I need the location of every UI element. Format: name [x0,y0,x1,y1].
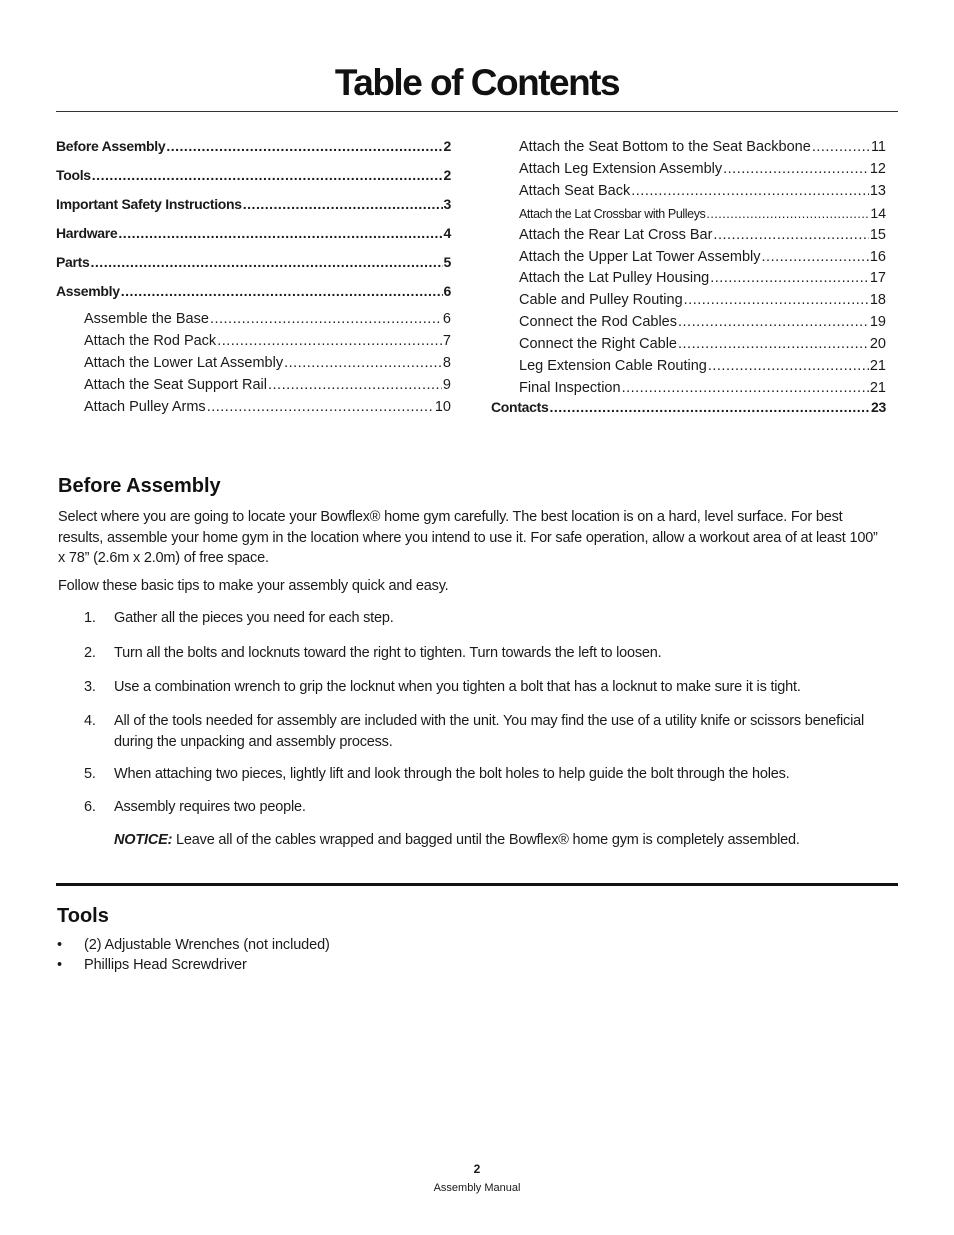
toc-entry-label: Hardware [56,225,118,241]
toc-dot-leader [678,336,869,352]
toc-entry-page: 9 [442,377,451,393]
bullet-icon: • [57,957,62,973]
toc-entry-page: 2 [443,138,451,154]
toc-dot-leader [622,380,869,396]
toc-entry [56,225,451,241]
toc-dot-leader [713,227,868,243]
toc-dot-leader [121,283,443,299]
notice-label: NOTICE: [114,832,173,848]
toc-entry-page: 14 [870,204,886,221]
toc-dot-leader [678,314,869,330]
notice [114,832,800,848]
section-heading-tools: Tools [57,905,109,927]
toc-entry-label: Attach the Rear Lat Cross Bar [519,226,713,243]
toc-dot-leader [207,399,434,415]
toc-entry [84,311,451,327]
list-text: Turn all the bolts and locknuts toward the right to tighten. Turn towards the left to loosen. [114,645,662,661]
toc-entry [519,161,886,177]
toc-entry-page: 2 [443,167,451,183]
page-title: Table of Contents [334,62,620,103]
toc-dot-leader [550,399,871,415]
toc-entry-page: 20 [869,336,886,353]
toc-entry-label: Assemble the Base [84,311,209,327]
toc-entry [84,377,451,393]
toc-entry [519,249,886,265]
toc-entry [519,292,886,308]
list-number: 3. [84,679,96,695]
toc-entry-label: Attach Pulley Arms [84,399,206,415]
toc-entry [519,139,886,155]
toc-entry-page: 13 [869,182,886,199]
toc-dot-leader [284,355,442,371]
toc-entry-label: Cable and Pulley Routing [519,292,683,309]
toc-entry-page: 7 [442,333,451,349]
list-number: 4. [84,713,96,729]
section-divider [56,883,898,886]
toc-entry [519,183,886,199]
tips-intro: Follow these basic tips to make your assembly quick and easy. [58,578,449,594]
toc-entry [519,358,886,374]
tool-label: Phillips Head Screwdriver [84,957,247,973]
title-divider [56,111,898,112]
toc-entry [519,227,886,243]
toc-dot-leader [243,196,443,212]
toc-entry-label: Assembly [56,283,120,299]
toc-dot-leader [268,377,442,393]
list-text: Gather all the pieces you need for each step. [114,610,394,626]
bullet-icon: • [57,937,62,953]
toc-entry-page: 16 [869,248,886,265]
page-number: 2 [473,1162,481,1176]
toc-dot-leader [706,207,869,221]
toc-entry [56,283,451,299]
toc-entry [519,380,886,396]
toc-entry-label: Before Assembly [56,138,166,154]
toc-entry [56,254,451,270]
toc-entry-page: 6 [442,311,451,327]
toc-entry-page: 19 [869,314,886,331]
toc-entry-page: 18 [869,292,886,309]
toc-dot-leader [217,333,442,349]
tool-label: (2) Adjustable Wrenches (not included) [84,937,330,953]
toc-entry [84,355,451,371]
toc-entry-page: 12 [869,160,886,177]
toc-entry [56,196,451,212]
toc-entry-page: 4 [443,225,451,241]
toc-dot-leader [762,249,869,265]
toc-dot-leader [631,183,869,199]
toc-entry-page: 23 [871,399,886,415]
list-text: Assembly requires two people. [114,799,306,815]
toc-entry [519,270,886,286]
toc-entry-label: Attach the Seat Bottom to the Seat Backbone [519,139,811,155]
toc-entry-page: 10 [434,399,451,415]
list-text: Use a combination wrench to grip the locknut when you tighten a bolt that has a locknut to make sure it is tight. [114,679,801,695]
toc-entry [84,399,451,415]
toc-entry-page: 8 [442,355,451,371]
toc-entry-label: Attach the Seat Support Rail [84,377,267,393]
list-number: 1. [84,610,96,626]
toc-entry-label: Attach Leg Extension Assembly [519,160,723,177]
toc-entry-label: Contacts [491,399,549,415]
list-number: 5. [84,766,96,782]
list-text: All of the tools needed for assembly are included with the unit. You may find the use of a utility knife or scissors beneficial during the unpacking and assembly process. [114,713,864,750]
toc-entry-page: 3 [443,196,451,212]
toc-entry-label: Parts [56,254,90,270]
toc-entry [84,333,451,349]
toc-entry-label: Leg Extension Cable Routing [519,358,707,374]
toc-entry-label: Tools [56,167,91,183]
toc-dot-leader [166,138,442,154]
toc-entry-label: Attach Seat Back [519,182,631,199]
toc-dot-leader [92,167,443,183]
footer-text: Assembly Manual [433,1182,521,1194]
toc-dot-leader [710,270,869,286]
toc-entry-label: Attach the Rod Pack [84,333,217,349]
toc-entry [519,336,886,352]
notice-text: Leave all of the cables wrapped and bagged until the Bowflex® home gym is completely assembled. [172,832,800,848]
toc-entry-page: 21 [869,379,886,396]
toc-entry-page: 21 [869,358,886,374]
list-number: 2. [84,645,96,661]
toc-entry [56,167,451,183]
toc-dot-leader [91,254,443,270]
toc-entry-label: Attach the Upper Lat Tower Assembly [519,248,761,265]
toc-dot-leader [684,292,869,308]
toc-entry-label: Important Safety Instructions [56,196,242,212]
toc-entry-label: Connect the Rod Cables [519,314,677,331]
toc-entry [491,399,886,415]
toc-dot-leader [708,358,869,374]
toc-entry-label: Attach the Lat Pulley Housing [519,270,710,287]
list-number: 6. [84,799,96,815]
toc-entry [519,314,886,330]
toc-entry-page: 5 [443,254,451,270]
toc-entry-page: 11 [870,139,886,155]
toc-entry-label: Attach the Lower Lat Assembly [84,355,284,371]
toc-entry-page: 17 [869,270,886,287]
toc-dot-leader [723,161,869,177]
toc-dot-leader [118,225,442,241]
toc-dot-leader [812,139,870,155]
toc-entry-page: 15 [869,226,886,243]
section-heading-before-assembly: Before Assembly [58,475,221,497]
toc-dot-leader [210,311,442,327]
toc-entry-page: 6 [443,283,451,299]
list-text: When attaching two pieces, lightly lift and look through the bolt holes to help guide the bolt through the holes. [114,766,790,782]
toc-entry [519,205,886,221]
toc-entry-label: Final Inspection [519,379,621,396]
intro-paragraph: Select where you are going to locate your Bowflex® home gym carefully. The best location is on a hard, level surface. For best results, assemble your home gym in the location where you intend to use it. For safe operation, allow a workout area of at least 100” x 78” (2.6m x 2.0m) of free space. [58,509,878,566]
toc-entry-label: Attach the Lat Crossbar with Pulleys [519,206,706,221]
toc-entry [56,138,451,154]
toc-entry-label: Connect the Right Cable [519,336,677,353]
